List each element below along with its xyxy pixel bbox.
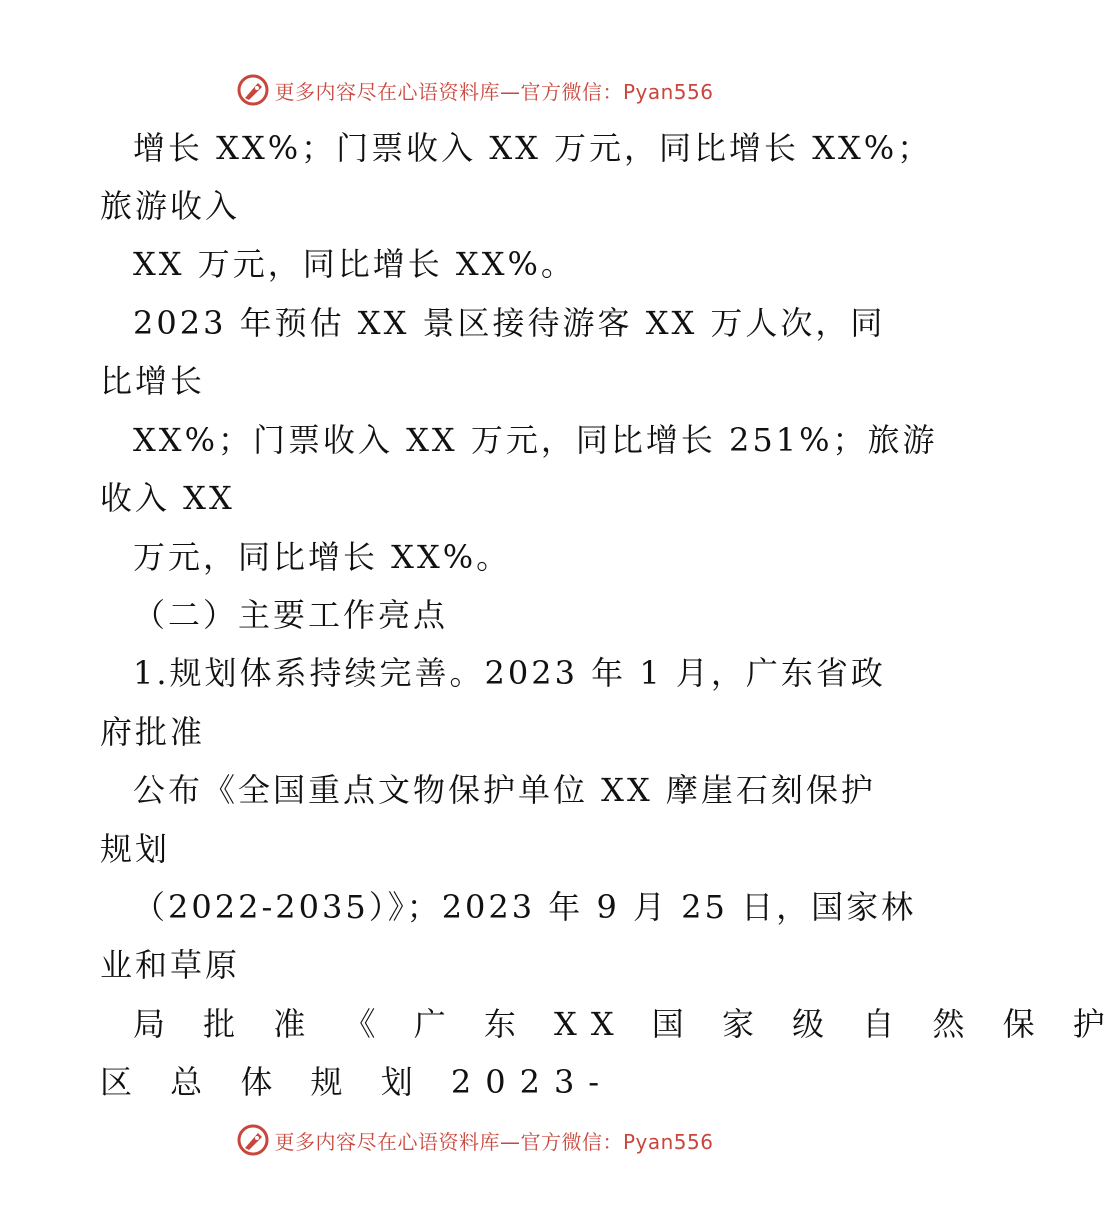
footer-watermark [0, 1120, 950, 1160]
paragraph-line: （2022-2035）》；2023 年 9 月 25 日，国家林 [133, 888, 917, 926]
paragraph-line: 局 批 准 《 广 东 XX 国 家 级 自 然 保 护 [133, 1005, 1119, 1043]
paragraph-line: 旅游收入 [100, 187, 241, 225]
paragraph-line: 公布《全国重点文物保护单位 XX 摩崖石刻保护 [133, 771, 876, 809]
paragraph-line: 区 总 体 规 划 2023- [100, 1063, 614, 1101]
paragraph-line: 增长 XX%；门票收入 XX 万元，同比增长 XX%； [133, 129, 933, 167]
paragraph-line: 收入 XX [100, 479, 235, 517]
section-heading: （二）主要工作亮点 [133, 596, 449, 634]
paragraph-line: 万元，同比增长 XX%。 [133, 538, 512, 576]
paragraph-line: 规划 [100, 830, 171, 868]
paragraph-line: 1.规划体系持续完善。2023 年 1 月，广东省政 [133, 654, 886, 692]
paragraph-line: XX%；门票收入 XX 万元，同比增长 251%；旅游 [133, 421, 938, 459]
paragraph-line: XX 万元，同比增长 XX%。 [133, 245, 576, 283]
pen-nib-logo-icon [236, 1123, 270, 1157]
watermark-text: 更多内容尽在心语资料库—官方微信：Pyan556 [274, 79, 714, 104]
paragraph-line: 业和草原 [100, 946, 241, 984]
paragraph-line: 比增长 [100, 362, 206, 400]
paragraph-line: 府批准 [100, 713, 206, 751]
watermark-text: 更多内容尽在心语资料库—官方微信：Pyan556 [274, 1129, 714, 1154]
paragraph-line: 2023 年预估 XX 景区接待游客 XX 万人次，同 [133, 304, 886, 342]
